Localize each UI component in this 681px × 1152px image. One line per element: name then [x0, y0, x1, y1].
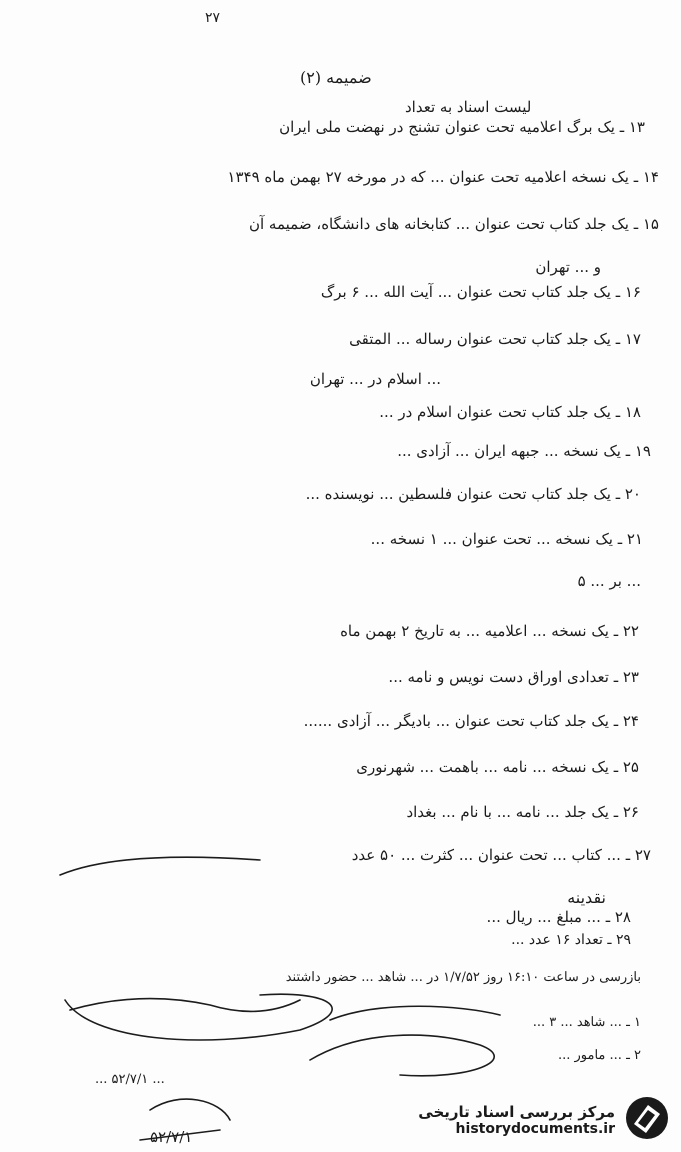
item-number: ۲۲	[622, 622, 639, 640]
item-text: یک نسخه اعلامیه تحت عنوان ... که در مورخه ۲۷ بهمن ماه ۱۳۴۹	[227, 168, 629, 186]
list-item: ۱۸ ـ یک جلد کتاب تحت عنوان اسلام در ...	[379, 403, 641, 421]
item-text: یک جلد ... نامه ... با نام ... بغداد	[406, 803, 609, 821]
item-text: تعداد ۱۶ عدد ...	[511, 932, 603, 948]
page-number: ٢٧	[205, 10, 221, 26]
item-number: ۱	[634, 1015, 641, 1030]
item-text: یک جلد کتاب تحت عنوان اسلام در ...	[379, 403, 611, 421]
list-item-continued	[310, 370, 441, 388]
item-text: یک نسخه ... جبهه ایران ... آزادی ...	[397, 442, 621, 460]
item-text: یک جلد کتاب تحت عنوان ... آیت الله ... ۶ برگ	[320, 283, 611, 301]
item-number: ۲۴	[622, 712, 639, 730]
item-text: ... مامور ...	[557, 1048, 622, 1063]
item-text: ... کتاب ... تحت عنوان ... کثرت ... ۵۰ عدد	[351, 846, 621, 864]
item-text: و ... تهران	[535, 258, 601, 276]
list-item: ۱۳ ـ یک برگ اعلامیه تحت عنوان تشنج در نهضت ملی ایران	[279, 118, 645, 136]
item-text: یک جلد کتاب تحت عنوان ... کتابخانه های دانشگاه، ضمیمه آن	[248, 215, 629, 233]
list-item: ۲۷ ـ ... کتاب ... تحت عنوان ... کثرت ... ۵۰ عدد	[351, 846, 651, 864]
list-item-continued	[535, 258, 601, 276]
list-item: ۲۶ ـ یک جلد ... نامه ... با نام ... بغداد	[406, 803, 639, 821]
item-text: ... شاهد ... ۳ ...	[532, 1015, 622, 1030]
list-item: ۲۰ ـ یک جلد کتاب تحت عنوان فلسطین ... نویسنده ...	[305, 485, 641, 503]
footer-line: ... ۵۲/۷/۱ ...	[95, 1072, 165, 1087]
watermark	[371, 1096, 671, 1144]
item-number: ۱۴	[642, 168, 659, 186]
item-number: ۲۳	[622, 668, 639, 686]
watermark-title: مرکز بررسی اسناد تاریخی	[418, 1103, 615, 1121]
list-item: ۱۹ ـ یک نسخه ... جبهه ایران ... آزادی ...	[397, 442, 651, 460]
watermark-text	[418, 1103, 615, 1137]
list-item: ۲۱ ـ یک نسخه ... تحت عنوان ... ۱ نسخه ...	[370, 530, 643, 548]
item-number: ۱۸	[624, 403, 641, 421]
signer-line: ۱ ـ ... شاهد ... ۳ ...	[532, 1015, 641, 1030]
heading: ضمیمه (۲)	[300, 68, 372, 87]
item-number: ۲۰	[624, 485, 641, 503]
cash-item: ۲۹ ـ تعداد ۱۶ عدد ...	[511, 932, 631, 948]
item-number: ۲۹	[615, 932, 631, 948]
list-item: ۱۵ ـ یک جلد کتاب تحت عنوان ... کتابخانه های دانشگاه، ضمیمه آن	[248, 215, 659, 233]
list-item: ۲۴ ـ یک جلد کتاب تحت عنوان ... بادیگر ... آزادی ......	[303, 712, 639, 730]
item-text: تعدادی اوراق دست نویس و نامه ...	[388, 668, 609, 686]
item-text: یک جلد کتاب تحت عنوان رساله ... المتقی	[349, 330, 611, 348]
item-number: ۱۳	[628, 118, 645, 136]
cash-item: ۲۸ ـ ... مبلغ ... ريال ...	[486, 908, 631, 926]
item-number: ۲۸	[614, 908, 631, 926]
watermark-url: historydocuments.ir	[455, 1121, 615, 1137]
item-number: ۲۵	[622, 758, 639, 776]
item-text: یک جلد کتاب تحت عنوان فلسطین ... نویسنده ...	[305, 485, 611, 503]
item-text: ... بر ... ۵	[577, 572, 641, 590]
signer-line: ۲ ـ ... مامور ...	[557, 1048, 641, 1063]
list-item: ۱۴ ـ یک نسخه اعلامیه تحت عنوان ... که در مورخه ۲۷ بهمن ماه ۱۳۴۹	[227, 168, 659, 186]
list-item: ۲۳ ـ تعدادی اوراق دست نویس و نامه ...	[388, 668, 639, 686]
date-scrawl: ۵۲/۷/۱	[150, 1128, 193, 1146]
list-item: ۱۷ ـ یک جلد کتاب تحت عنوان رساله ... المتقی	[349, 330, 641, 348]
item-text: یک نسخه ... اعلامیه ... به تاریخ ۲ بهمن ماه	[340, 622, 609, 640]
list-item-continued	[578, 572, 641, 590]
list-item: ۲۲ ـ یک نسخه ... اعلامیه ... به تاریخ ۲ بهمن ماه	[340, 622, 639, 640]
item-number: ۱۵	[642, 215, 659, 233]
item-number: ۲۱	[626, 530, 643, 548]
item-text: ... اسلام در ... تهران	[309, 370, 441, 388]
item-text: یک برگ اعلامیه تحت عنوان تشنج در نهضت ملی ایران	[279, 118, 615, 136]
list-item: ۱۶ ـ یک جلد کتاب تحت عنوان ... آیت الله ... ۶ برگ	[320, 283, 641, 301]
item-number: ۲۷	[634, 846, 651, 864]
item-text: یک جلد کتاب تحت عنوان ... بادیگر ... آزادی ......	[303, 712, 609, 730]
item-number: ۲۶	[622, 803, 639, 821]
item-text: یک نسخه ... تحت عنوان ... ۱ نسخه ...	[370, 530, 613, 548]
list-item: ۲۵ ـ یک نسخه ... نامه ... باهمت ... شهرنوری	[356, 758, 639, 776]
item-text: یک نسخه ... نامه ... باهمت ... شهرنوری	[356, 758, 609, 776]
item-number: ۲	[634, 1048, 641, 1063]
watermark-logo-icon	[623, 1094, 671, 1146]
inspection-note: بازرسی در ساعت ۱۶:۱۰ روز ۱/۷/۵۲ در ... شاهد ... حضور داشتند	[285, 970, 641, 985]
section-heading: نقدینه	[567, 888, 606, 907]
item-number: ۱۹	[634, 442, 651, 460]
item-text: ... مبلغ ... ريال ...	[486, 908, 601, 926]
item-number: ۱۶	[624, 283, 641, 301]
intro-line: ليست اسناد به تعداد	[405, 98, 532, 116]
item-number: ۱۷	[624, 330, 641, 348]
